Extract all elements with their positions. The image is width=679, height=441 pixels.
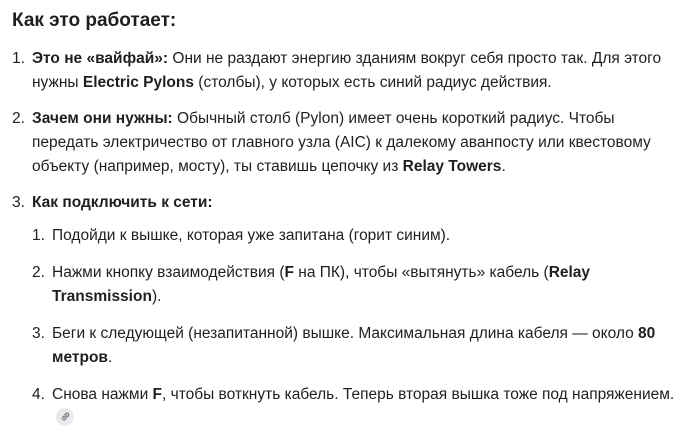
- item-text: .: [501, 158, 506, 175]
- step-bold: F: [152, 386, 162, 403]
- main-list: [12, 47, 679, 431]
- list-item: [12, 191, 679, 431]
- step-text: .: [107, 349, 113, 366]
- steps-list: [32, 224, 679, 431]
- item-number: 1.: [12, 50, 25, 67]
- item-bold-term: Electric Pylons: [82, 74, 194, 91]
- step-text: Нажми кнопку взаимодействия (: [52, 264, 285, 281]
- link-icon: [60, 411, 71, 422]
- item-bold-term: Relay Towers: [402, 158, 502, 175]
- item-title: Зачем они нужны:: [32, 110, 173, 127]
- item-text: (столбы), у которых есть синий радиус действия.: [194, 74, 552, 91]
- step-text: Беги к следующей (незапитанной) вышке. Максимальная длина кабеля — около: [52, 325, 639, 342]
- item-title: Это не «вайфай»:: [32, 50, 169, 67]
- step-item: [32, 322, 679, 370]
- list-item: [12, 107, 679, 179]
- step-number: 4.: [32, 386, 45, 403]
- step-number: 1.: [32, 227, 45, 244]
- step-number: 3.: [32, 325, 45, 342]
- step-text: Снова нажми: [52, 386, 153, 403]
- step-number: 2.: [32, 264, 45, 281]
- section-heading: Как это работает:: [12, 10, 177, 31]
- step-text: Подойди к вышке, которая уже запитана (горит синим).: [52, 227, 451, 244]
- item-number: 3.: [12, 194, 25, 211]
- step-bold: F: [284, 264, 294, 281]
- step-item: [32, 224, 679, 248]
- step-item: [32, 261, 679, 309]
- item-text: Они не раздают энергию зданиям вокруг себя просто так. Для этого нужны: [32, 50, 662, 91]
- step-item: [32, 383, 679, 431]
- source-link-button[interactable]: [56, 408, 74, 426]
- item-number: 2.: [12, 110, 25, 127]
- list-item: [12, 47, 679, 95]
- step-text: ).: [151, 288, 162, 305]
- step-bold: Relay Transmission: [52, 264, 591, 305]
- step-text: , чтобы воткнуть кабель. Теперь вторая вышка тоже под напряжением.: [162, 386, 675, 403]
- item-text: Обычный столб (Pylon) имеет очень короткий радиус. Чтобы передать электричество от главного узла (AIC) к далекому аванпосту или квестовому объекту (например, мосту), ты ставишь цепочку из: [32, 110, 651, 175]
- item-title: Как подключить к сети:: [32, 194, 213, 211]
- step-bold: 80 метров: [52, 325, 656, 366]
- step-text: на ПК), чтобы «вытянуть» кабель (: [293, 264, 549, 281]
